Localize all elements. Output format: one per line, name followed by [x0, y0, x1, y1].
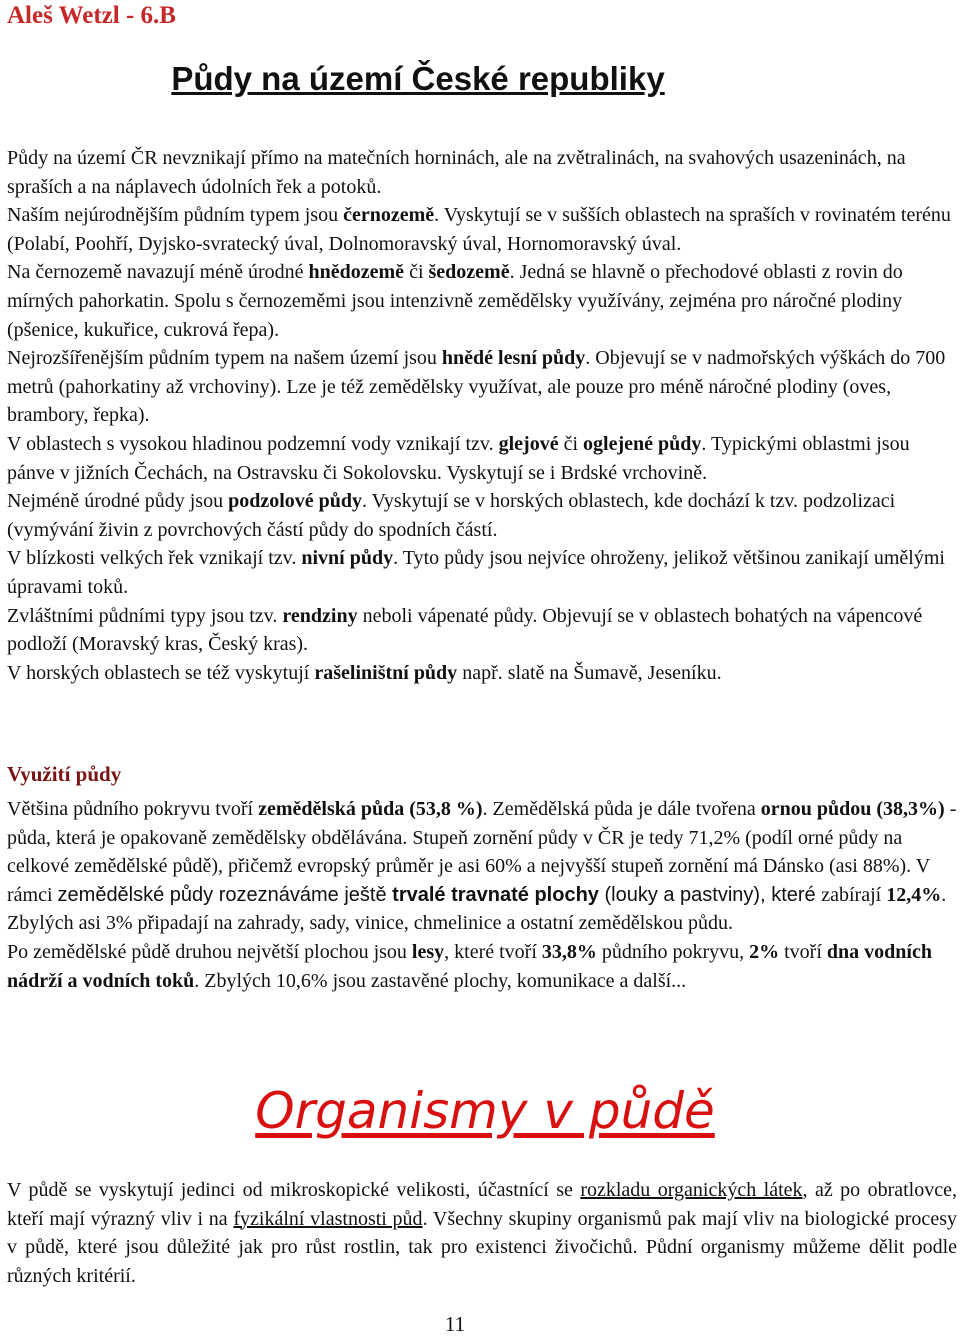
text-run: - půda, která je opakovaně zemědělsky obdělávána. Stupeň zornění půdy v ČR je tedy 71,2% (podíl orné půdy na celkové zemědělské půdě), přičemž evropský průměr je asi 60% a nejvyšší stupeň zornění má Dánsko (asi 88%). V rámci — [7, 798, 957, 906]
text-run: tvoří — [779, 940, 827, 963]
text-run: . Zemědělská půda je dále tvořena — [482, 798, 761, 820]
text-run: . Všechny skupiny organismů pak mají vliv na biologické procesy v půdě, které jsou důležité jak pro růst rostlin, tak pro existenci živočichů. Půdní organismy můžeme dělit podle různých kritérií. — [7, 1207, 957, 1287]
bold-term: 12,4% — [886, 883, 942, 906]
organisms-heading: Organismy v půdě — [255, 1082, 715, 1140]
paragraph — [7, 795, 957, 909]
text-run: Zbylých asi 3% připadají na zahrady, sady, vinice, chmelinice a ostatní zemědělskou půdu. — [7, 912, 734, 935]
text-run: . Objevují se v nadmořských výškách do 700 metrů (pahorkatiny až vrchoviny). Lze je též zemědělsky využívat, ale pouze pro méně náročné plodiny (oves, brambory, řepka). — [7, 347, 946, 427]
paragraph — [7, 1176, 957, 1290]
organisms-section — [7, 1176, 957, 1290]
bold-term: oglejené půdy — [583, 432, 702, 455]
bold-term: 2% — [749, 940, 780, 963]
land-use-section — [7, 795, 957, 995]
text-run: V půdě se vyskytují jedinci od mikroskopické velikosti, účastnící se — [7, 1179, 581, 1201]
text-run: . Tyto půdy jsou nejvíce ohroženy, jelikož většinou zanikají umělými úpravami toků. — [7, 547, 945, 598]
link-text[interactable]: fyzikální vlastnosti půd — [233, 1207, 423, 1230]
text-run: Většina půdního pokryvu tvoří — [7, 798, 259, 820]
paragraph — [7, 909, 957, 938]
paragraph — [7, 659, 957, 688]
text-run: . Zbylých 10,6% jsou zastavěné plochy, komunikace a další... — [194, 969, 687, 992]
bold-term: rendziny — [282, 604, 358, 627]
text-run: Půdy na území ČR nevznikají přímo na matečních horninách, ale na zvětralinách, na svahových usazeninách, na spraších a na náplavech údolních řek a potoků. — [7, 147, 906, 198]
text-run: . Vyskytují se v sušších oblastech na spraších v rovinatém terénu (Polabí, Poohří, Dyjsko-svratecký úval, Dolnomoravský úval, Hornomoravský úval. — [7, 204, 951, 255]
bold-term: trvalé travnaté plochy — [392, 883, 599, 906]
bold-term: podzolové půdy — [228, 490, 363, 513]
text-run: . Jedná se hlavně o přechodové oblasti z rovin do mírných pahorkatin. Spolu s černozeměmi jsou intenzivně zemědělsky využívány, zejména pro náročné plodiny (pšenice, kukuřice, cukrová řepa). — [7, 261, 903, 341]
text-run: např. slatě na Šumavě, Jeseníku. — [457, 661, 722, 684]
paragraph — [7, 487, 957, 544]
bold-term: dna vodních nádrží a vodních toků — [7, 940, 932, 992]
bold-term: šedozemě — [428, 261, 510, 284]
text-run: V blízkosti velkých řek vznikají tzv. — [7, 547, 302, 570]
paragraph — [7, 344, 957, 430]
text-run: Zvláštními půdními typy jsou tzv. — [7, 604, 283, 627]
paragraph — [7, 201, 957, 258]
text-run: či — [558, 432, 584, 455]
text-run: V oblastech s vysokou hladinou podzemní vody vznikají tzv. — [7, 432, 499, 455]
text-run: , které tvoří — [444, 940, 542, 963]
link-text[interactable]: rozkladu organických látek — [580, 1179, 803, 1201]
text-run: Na černozemě navazují méně úrodné — [7, 261, 309, 284]
paragraph — [7, 144, 957, 201]
text-run: Naším nejúrodnějším půdním typem jsou — [7, 204, 344, 227]
text-run: zemědělské půdy rozeznáváme ještě — [57, 883, 393, 906]
text-run: . Vyskytují se v horských oblastech, kde dochází k tzv. podzolizaci (vymývání živin z povrchových částí půdy do spodních částí. — [7, 490, 896, 541]
text-run: Nejméně úrodné půdy jsou — [7, 490, 229, 513]
text-run: zabírají — [821, 883, 887, 906]
bold-term: 33,8% — [541, 940, 597, 963]
text-run: či — [404, 261, 429, 284]
text-run: (louky a pastviny), které — [598, 883, 822, 906]
paragraph — [7, 430, 957, 487]
document-header: Aleš Wetzl - 6.B — [7, 2, 176, 29]
bold-term: rašeliništní půdy — [314, 661, 458, 684]
text-run: půdního pokryvu, — [596, 940, 750, 963]
text-run: Nejrozšířenějším půdním typem na našem území jsou — [7, 347, 442, 370]
bold-term: lesy — [411, 940, 445, 963]
text-run: . Typickými oblastmi jsou pánve v jižních Čechách, na Ostravsku či Sokolovsku. Vyskytují se i Brdské vrchovině. — [7, 432, 910, 484]
paragraph — [7, 544, 957, 601]
bold-term: hnědé lesní půdy — [441, 347, 586, 370]
bold-term: zemědělská půda (53,8 %) — [258, 798, 483, 820]
text-run: V horských oblastech se též vyskytují — [7, 661, 315, 684]
page-title: Půdy na území České republiky — [171, 60, 665, 97]
text-run: neboli vápenaté půdy. Objevují se v oblastech bohatých na vápencové podloží (Moravský kras, Český kras). — [7, 604, 923, 656]
soil-types-section — [7, 144, 957, 687]
text-run: Po zemědělské půdě druhou největší plochou jsou — [7, 940, 412, 963]
bold-term: hnědozemě — [308, 261, 405, 284]
bold-term: černozemě — [343, 204, 435, 227]
text-run: , až po obratlovce, kteří mají výrazný vliv i na — [7, 1179, 957, 1230]
section-heading: Využití půdy — [7, 762, 122, 786]
paragraph — [7, 258, 957, 344]
paragraph — [7, 602, 957, 659]
bold-term: glejové — [498, 432, 559, 455]
text-run: . — [941, 883, 947, 906]
page-number: 11 — [444, 1312, 466, 1336]
bold-term: ornou půdou (38,3%) — [760, 798, 945, 820]
paragraph — [7, 938, 957, 995]
bold-term: nivní půdy — [301, 547, 394, 570]
